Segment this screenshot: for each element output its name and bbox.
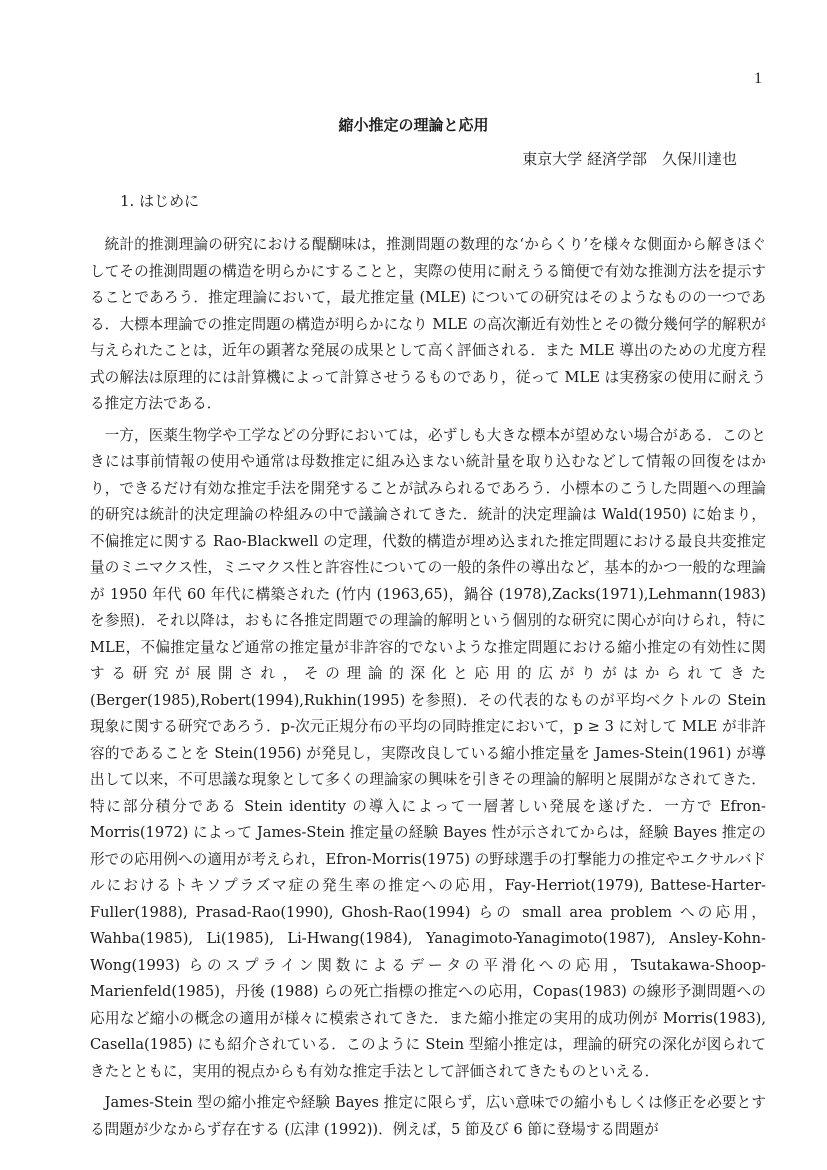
paper-title: 縮小推定の理論と応用 — [338, 116, 489, 134]
author-affiliation: 東京大学 経済学部 久保川達也 — [522, 150, 737, 168]
paragraph-3: James-Stein 型の縮小推定や経験 Bayes 推定に限らず，広い意味での縮小もしくは修正を必要とする問題が少なからず存在する (広津 (1992))．例えば，5 節及び 6 節に登場する問題が — [90, 1094, 766, 1138]
section-heading: 1. はじめに — [120, 192, 200, 210]
paragraph-2: 一方，医薬生物学や工学などの分野においては，必ずしも大きな標本が望めない場合がある．このときには事前情報の使用や通常は母数推定に組み込まない統計量を取り込むなどして情報の回復をはかり，できるだけ有効な推定手法を開発することが試みられるであろう．小標本のこうした問題への理論的研究は統計的決定理論の枠組みの中で議論されてきた．統計的決定理論は Wald(1950) に始まり，不偏推定に関する Rao-Blackwell の定理，代数的構造が埋め込まれた推定問題における最良共変推定量のミニマクス性，ミニマクス性と許容性についての一般的条件の導出など，基本的かつ一般的な理論が 1950 年代 60 年代に構築された (竹内 (1963,65)，鍋谷 (1978),Zacks(1971),Lehmann(1983) を参照)．それ以降は，おもに各推定問題での理論的解明という個別的な研究に関心が向けられ，特に MLE，不偏推定量など通常の推定量が非許容的でないような推定問題における縮小推定の有効性に関する研究が展開され，その理論的深化と応用的広がりがはかられてきた (Berger(1985),Robert(1994),Rukhin(1995) を参照)．その代表的なものが平均ベクトルの Stein 現象に関する研究であろう．p-次元正規分布の平均の同時推定において，p ≥ 3 に対して MLE が非許容的であることを Stein(1956) が発見し，実際改良している縮小推定量を James-Stein(1961) が導出して以来，不可思議な現象として多くの理論家の興味を引きその理論的解明と展開がなされてきた．特に部分積分である Stein identity の導入によって一層著しい発展を遂げた．一方で Efron-Morris(1972) によって James-Stein 推定量の経験 Bayes 性が示されてからは，経験 Bayes 推定の形での応用例への適用が考えられ，Efron-Morris(1975) の野球選手の打撃能力の推定やエクサルバドルにおけるトキソプラズマ症の発生率の推定への応用，Fay-Herriot(1979), Battese-Harter-Fuller(1988), Prasad-Rao(1990), Ghosh-Rao(1994) らの small area problem への応用，Wahba(1985), Li(1985), Li-Hwang(1984), Yanagimoto-Yanagimoto(1987), Ansley-Kohn-Wong(1993) らのスプライン関数によるデータの平滑化への応用，Tsutakawa-Shoop-Marienfeld(1985)，丹後 (1988) らの死亡指標の推定への応用，Copas(1983) の線形予測問題への応用など縮小の概念の適用が様々に模索されてきた．また縮小推定の実用的成功例が Morris(1983), Casella(1985) にも紹介されている．このように Stein 型縮小推定は，理論的研究の深化が図られてきたとともに，実用的視点からも有効な推定手法として評価されてきたものといえる． — [90, 426, 766, 1080]
body-text — [90, 232, 766, 1148]
page-number: 1 — [754, 70, 762, 87]
paragraph-1: 統計的推測理論の研究における醍醐味は，推測問題の数理的な‘からくり’を様々な側面から解きほぐしてその推測問題の構造を明らかにすることと，実際の使用に耐えうる簡便で有効な推測方法を提示することであろう．推定理論において，最尤推定量 (MLE) についての研究はそのようなものの一つである．大標本理論での推定問題の構造が明らかになり MLE の高次漸近有効性とその微分幾何学的解釈が与えられたことは，近年の顕著な発展の成果として高く評価される．また MLE 導出のための尤度方程式の解法は原理的には計算機によって計算させうるものであり，従って MLE は実務家の使用に耐えうる推定方法である． — [90, 236, 766, 412]
